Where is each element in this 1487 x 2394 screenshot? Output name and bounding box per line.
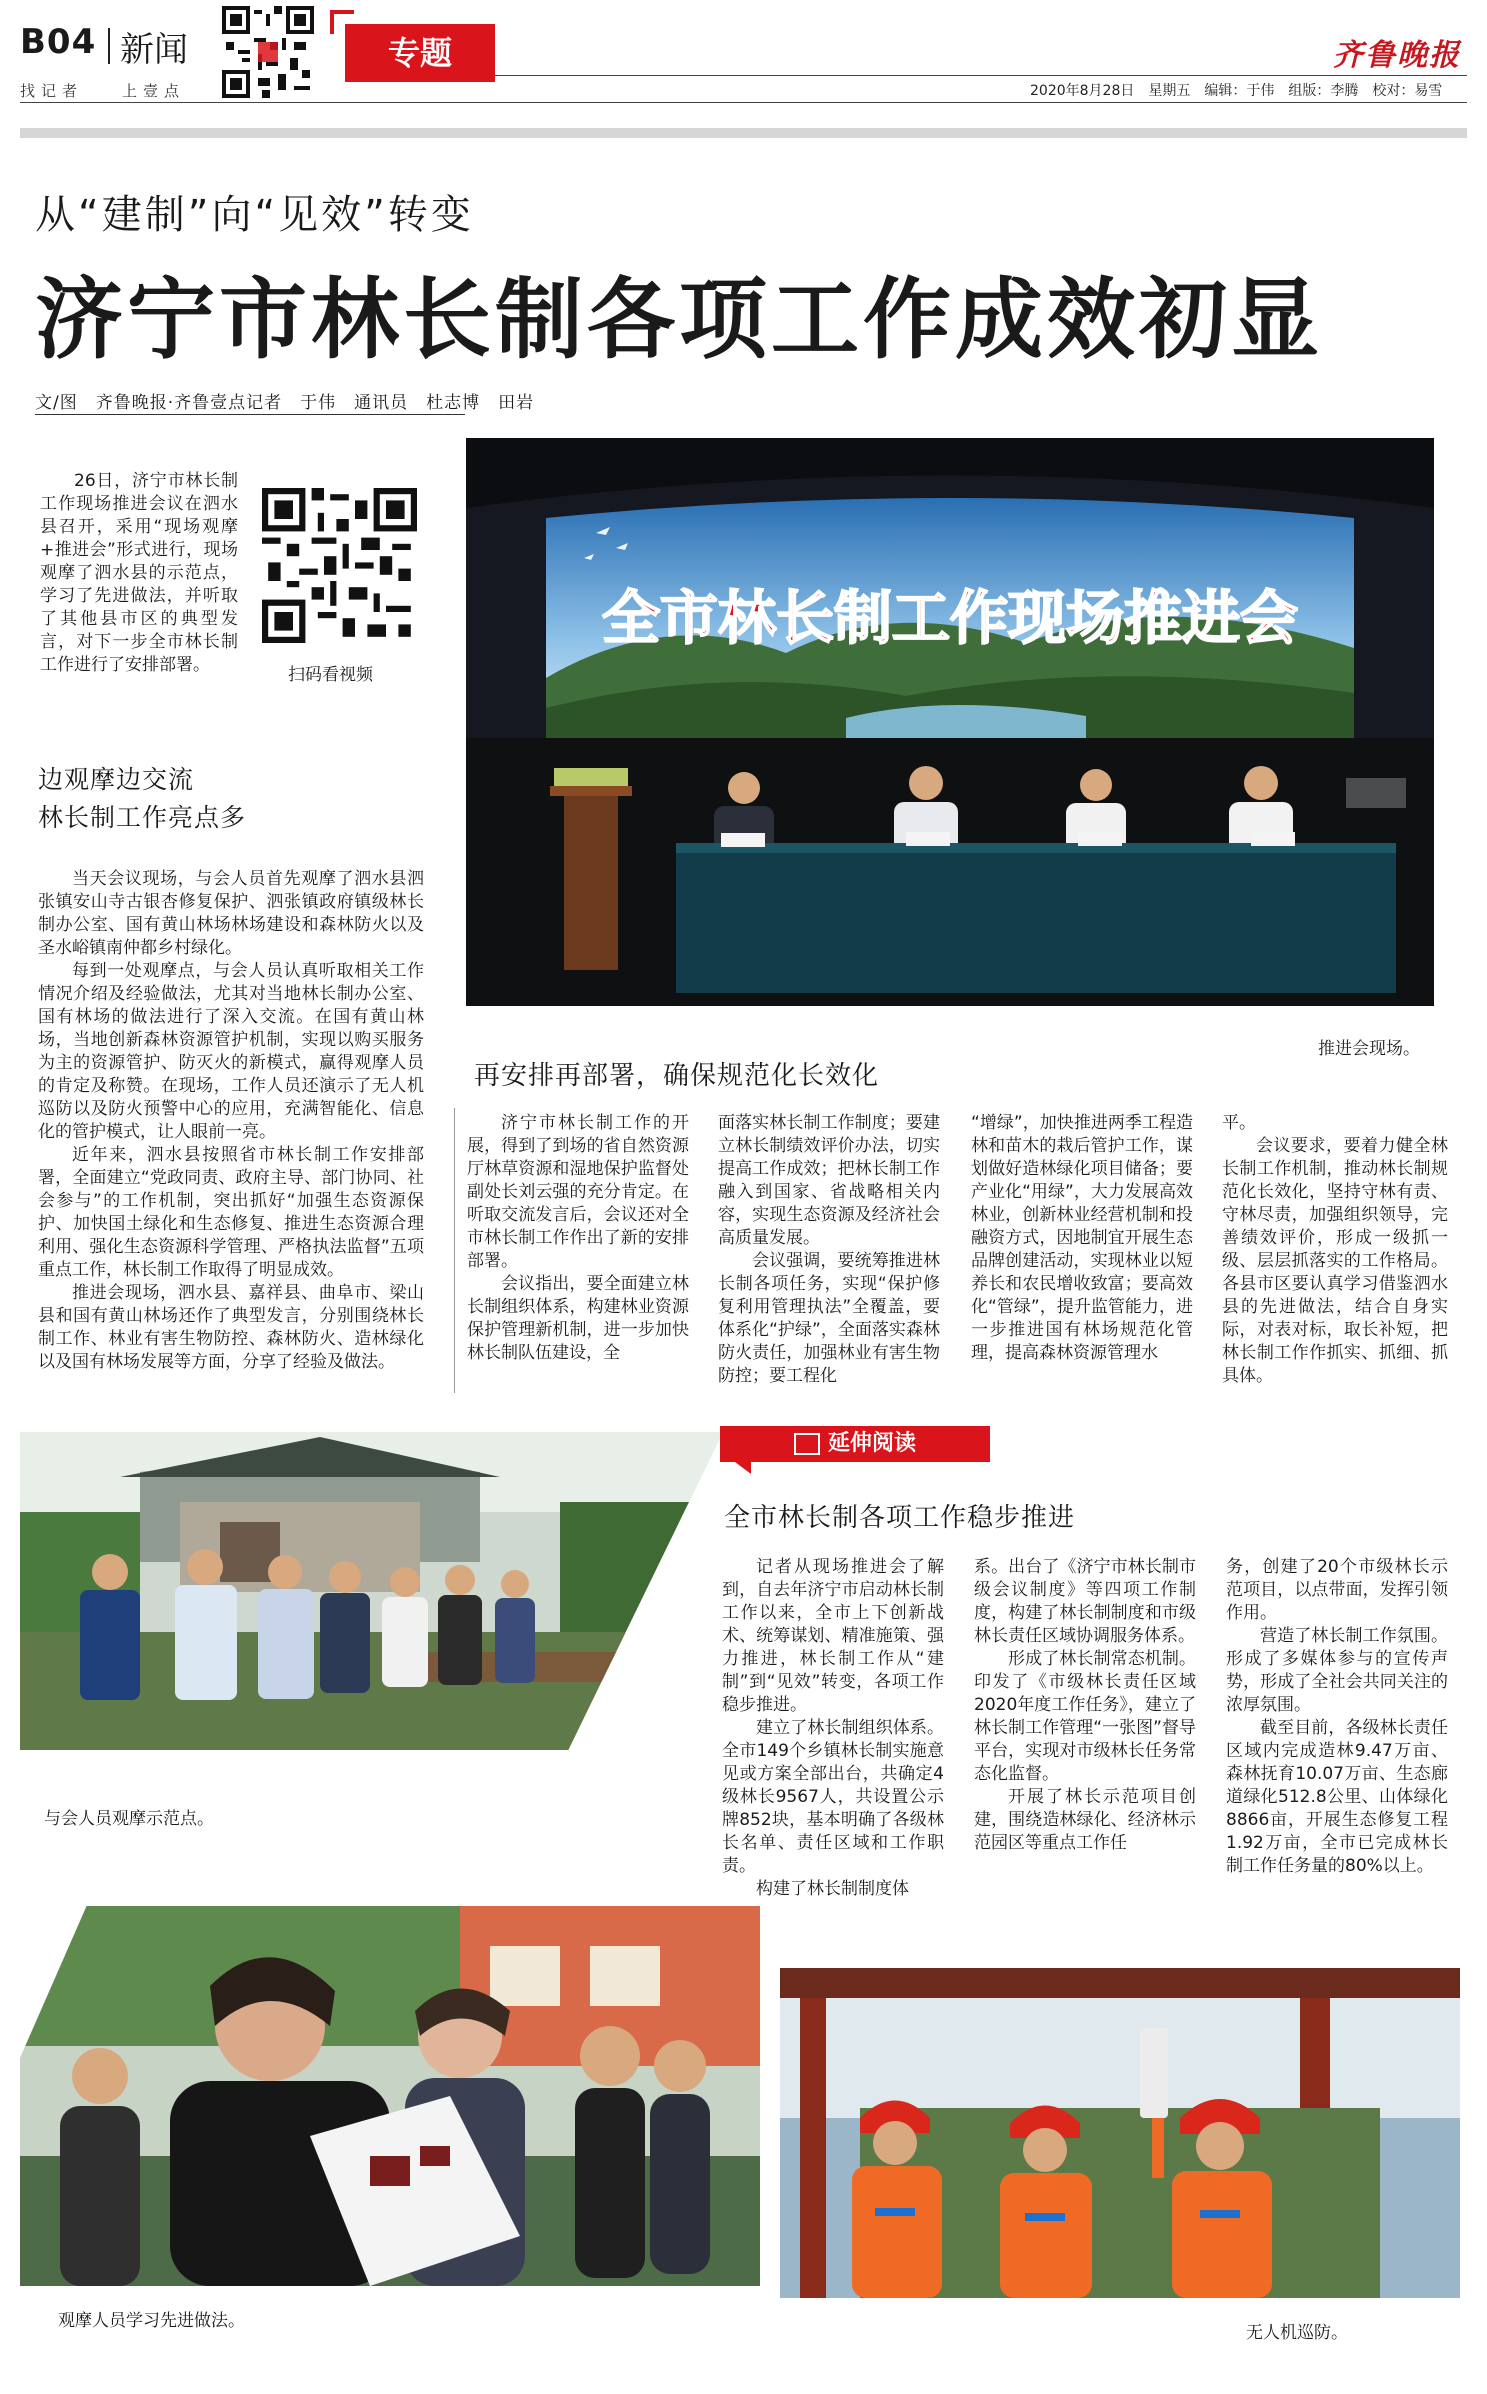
masthead-rule <box>495 75 1467 76</box>
section-name: 新闻 <box>120 30 188 70</box>
study-photo-caption: 观摩人员学习先进做法。 <box>58 2311 245 2331</box>
video-qr-code[interactable] <box>262 488 417 643</box>
section2-col4 <box>1222 1112 1448 1388</box>
masthead-qr-code[interactable] <box>222 6 314 98</box>
sidebar-paragraph: 营造了林长制工作氛围。形成了多媒体参与的宣传声势，形成了全社会共同关注的浓厚氛围。 <box>1226 1626 1448 1715</box>
sidebar-col3 <box>1226 1556 1448 1878</box>
banner-pointer <box>735 1462 751 1474</box>
photo-study-practice <box>20 1906 760 2286</box>
section2-col2 <box>718 1112 940 1388</box>
qr-caption: 扫码看视频 <box>288 665 373 685</box>
drone-photo-caption: 无人机巡防。 <box>1246 2323 1348 2343</box>
main-photo-meeting <box>466 438 1434 1006</box>
article-lede <box>40 470 238 677</box>
photo-drone-patrol <box>780 1968 1460 2298</box>
masthead-divider <box>108 28 110 64</box>
reading-icon <box>794 1433 820 1455</box>
section2-col1 <box>467 1112 689 1365</box>
topic-tag: 专题 <box>345 24 495 82</box>
section2-paragraph: 会议指出，要全面建立林长制组织体系，构建林业资源保护管理新机制，进一步加快林长制队伍建设，全 <box>467 1274 689 1363</box>
section2-paragraph: 会议要求，要着力健全林长制工作机制，推动林长制规范化长效化，坚持守林有责、守林尽责，加强组织领导，完善绩效评价，形成一级抓一级、层层抓落实的工作格局。各县市区要认真学习借鉴泗水县的先进做法，结合自身实际，对表对标，取长补短，把林长制工作作抓实、抓细、抓具体。 <box>1222 1136 1448 1386</box>
section2-paragraph: 会议强调，要统筹推进林长制各项任务，实现“保护修复利用管理执法”全覆盖，要体系化“护绿”，全面落实森林防火责任，加强林业有害生物防控；要工程化 <box>718 1251 940 1386</box>
section2-paragraph: 平。 <box>1222 1113 1256 1133</box>
sidebar-paragraph: 开展了林长示范项目创建，围绕造林绿化、经济林示范园区等重点工作任 <box>974 1787 1196 1853</box>
section2-heading: 再安排再部署，确保规范化长效化 <box>474 1061 880 1091</box>
meeting-banner-text: 全市林长制工作现场推进会 <box>601 584 1299 652</box>
section1-paragraph: 每到一处观摩点，与会人员认真听取相关工作情况介绍及经验做法，尤其对当地林长制办公室、国有林场的做法进行了深入交流。在国有黄山林场，当地创新森林资源管护机制，实现以购买服务为主的资源管护、防灭火的新模式，赢得观摩人员的肯定及称赞。在现场，工作人员还演示了无人机巡防以及防火预警中心的应用，充满智能化、信息化的管护模式，让人眼前一亮。 <box>38 961 424 1142</box>
section1-heading-line2: 林长制工作亮点多 <box>38 803 247 832</box>
masthead-subline-left: 找记者 <box>20 82 84 100</box>
sidebar-paragraph: 务，创建了20个市级林长示范项目，以点带面，发挥引领作用。 <box>1226 1557 1448 1623</box>
main-photo-caption: 推进会现场。 <box>1318 1039 1420 1059</box>
sidebar-heading: 全市林长制各项工作稳步推进 <box>724 1503 1076 1533</box>
sidebar-paragraph: 截至目前，各级林长责任区域内完成造林9.47万亩、森林抚育10.07万亩、生态廊道绿化512.8公里、山体绿化8866亩，开展生态修复工程1.92万亩，全市已完成林长制工作任务量的80%以上。 <box>1226 1718 1448 1876</box>
sidebar-col2 <box>974 1556 1196 1855</box>
lede-paragraph: 26日，济宁市林长制工作现场推进会议在泗水县召开，采用“现场观摩+推进会”形式进行，现场观摩了泗水县的示范点，学习了先进做法，并听取了其他县市区的典型发言，对下一步全市林长制工作进行了安排部署。 <box>40 471 238 675</box>
sidebar-paragraph: 构建了林长制制度体 <box>756 1879 909 1899</box>
article-kicker: 从“建制”向“见效”转变 <box>35 192 474 238</box>
sidebar-paragraph: 系。出台了《济宁市林长制市级会议制度》等四项工作制度，构建了林长制制度和市级林长责任区域协调服务体系。 <box>974 1557 1196 1646</box>
section2-paragraph: “增绿”，加快推进两季工程造林和苗木的栽后管护工作，谋划做好造林绿化项目储备；要产业化“用绿”，大力发展高效林业，创新林业经营机制和投融资方式，因地制宜开展生态品牌创建活动，实现林业以短养长和农民增收致富；要高效化“管绿”，提升监管能力，进一步推进国有林场规范化管理，提高森林资源管理水 <box>971 1113 1193 1363</box>
section1-body <box>38 868 424 1374</box>
masthead-subline-right: 上壹点 <box>122 82 186 100</box>
date-line: 2020年8月28日 星期五 编辑：于伟 组版：李腾 校对：易雪 <box>1030 83 1443 99</box>
byline-rule <box>35 414 465 415</box>
header-bar <box>20 128 1467 138</box>
sidebar-paragraph: 记者从现场推进会了解到，自去年济宁市启动林长制工作以来，全市上下创新战术、统筹谋划、精准施策、强力推进，林长制工作从“建制”到“见效”转变，各项工作稳步推进。 <box>722 1557 944 1715</box>
section1-paragraph: 近年来，泗水县按照省市林长制工作安排部署，全面建立“党政同责、政府主导、部门协同、社会参与”的工作机制，突出抓好“加强生态资源保护、加快国土绿化和生态修复、推进生态资源合理利用、强化生态资源科学管理、严格执法监督”五项重点工作，林长制工作取得了明显成效。 <box>38 1145 424 1280</box>
section1-paragraph: 推进会现场，泗水县、嘉祥县、曲阜市、梁山县和国有黄山林场还作了典型发言，分别围绕林长制工作、林业有害生物防控、森林防火、造林绿化以及国有林场发展等方面，分享了经验及做法。 <box>38 1283 424 1372</box>
page-number: B04 <box>20 22 97 62</box>
extended-reading-label: 延伸阅读 <box>827 1431 916 1456</box>
sidebar-col1 <box>722 1556 944 1901</box>
section2-col3 <box>971 1112 1193 1365</box>
extended-reading-banner <box>720 1426 990 1462</box>
sidebar-paragraph: 建立了林长制组织体系。全市149个乡镇林长制实施意见或方案全部出台，共确定4级林长9567人，共设置公示牌852块，基本明确了各级林长名单、责任区域和工作职责。 <box>722 1718 944 1876</box>
section1-paragraph: 当天会议现场，与会人员首先观摩了泗水县泗张镇安山寺古银杏修复保护、泗张镇政府镇级林长制办公室、国有黄山林场林场建设和森林防火以及圣水峪镇南仲都乡村绿化。 <box>38 869 424 958</box>
visit-photo-caption: 与会人员观摩示范点。 <box>44 1809 214 1829</box>
sidebar-paragraph: 形成了林长制常态机制。印发了《市级林长责任区域2020年度工作任务》，建立了林长制工作管理“一张图”督导平台，实现对市级林长任务常态化监督。 <box>974 1649 1196 1784</box>
section2-paragraph: 面落实林长制工作制度；要建立林长制绩效评价办法，切实提高工作成效；把林长制工作融入到国家、省战略相关内容，实现生态资源及经济社会高质量发展。 <box>718 1113 940 1248</box>
column-rule <box>454 1108 455 1393</box>
section1-heading-line1: 边观摩边交流 <box>38 765 195 794</box>
photo-visit-site <box>20 1432 723 1750</box>
article-byline: 文/图 齐鲁晚报·齐鲁壹点记者 于伟 通讯员 杜志博 田岩 <box>35 393 535 413</box>
header-rule <box>20 102 1467 103</box>
paper-logo: 齐鲁晚报 <box>1333 38 1461 73</box>
article-headline: 济宁市林长制各项工作成效初显 <box>35 268 1324 371</box>
section2-paragraph: 济宁市林长制工作的开展，得到了到场的省自然资源厅林草资源和湿地保护监督处副处长刘云强的充分肯定。在听取交流发言后，会议还对全市林长制工作作出了新的安排部署。 <box>467 1113 689 1271</box>
